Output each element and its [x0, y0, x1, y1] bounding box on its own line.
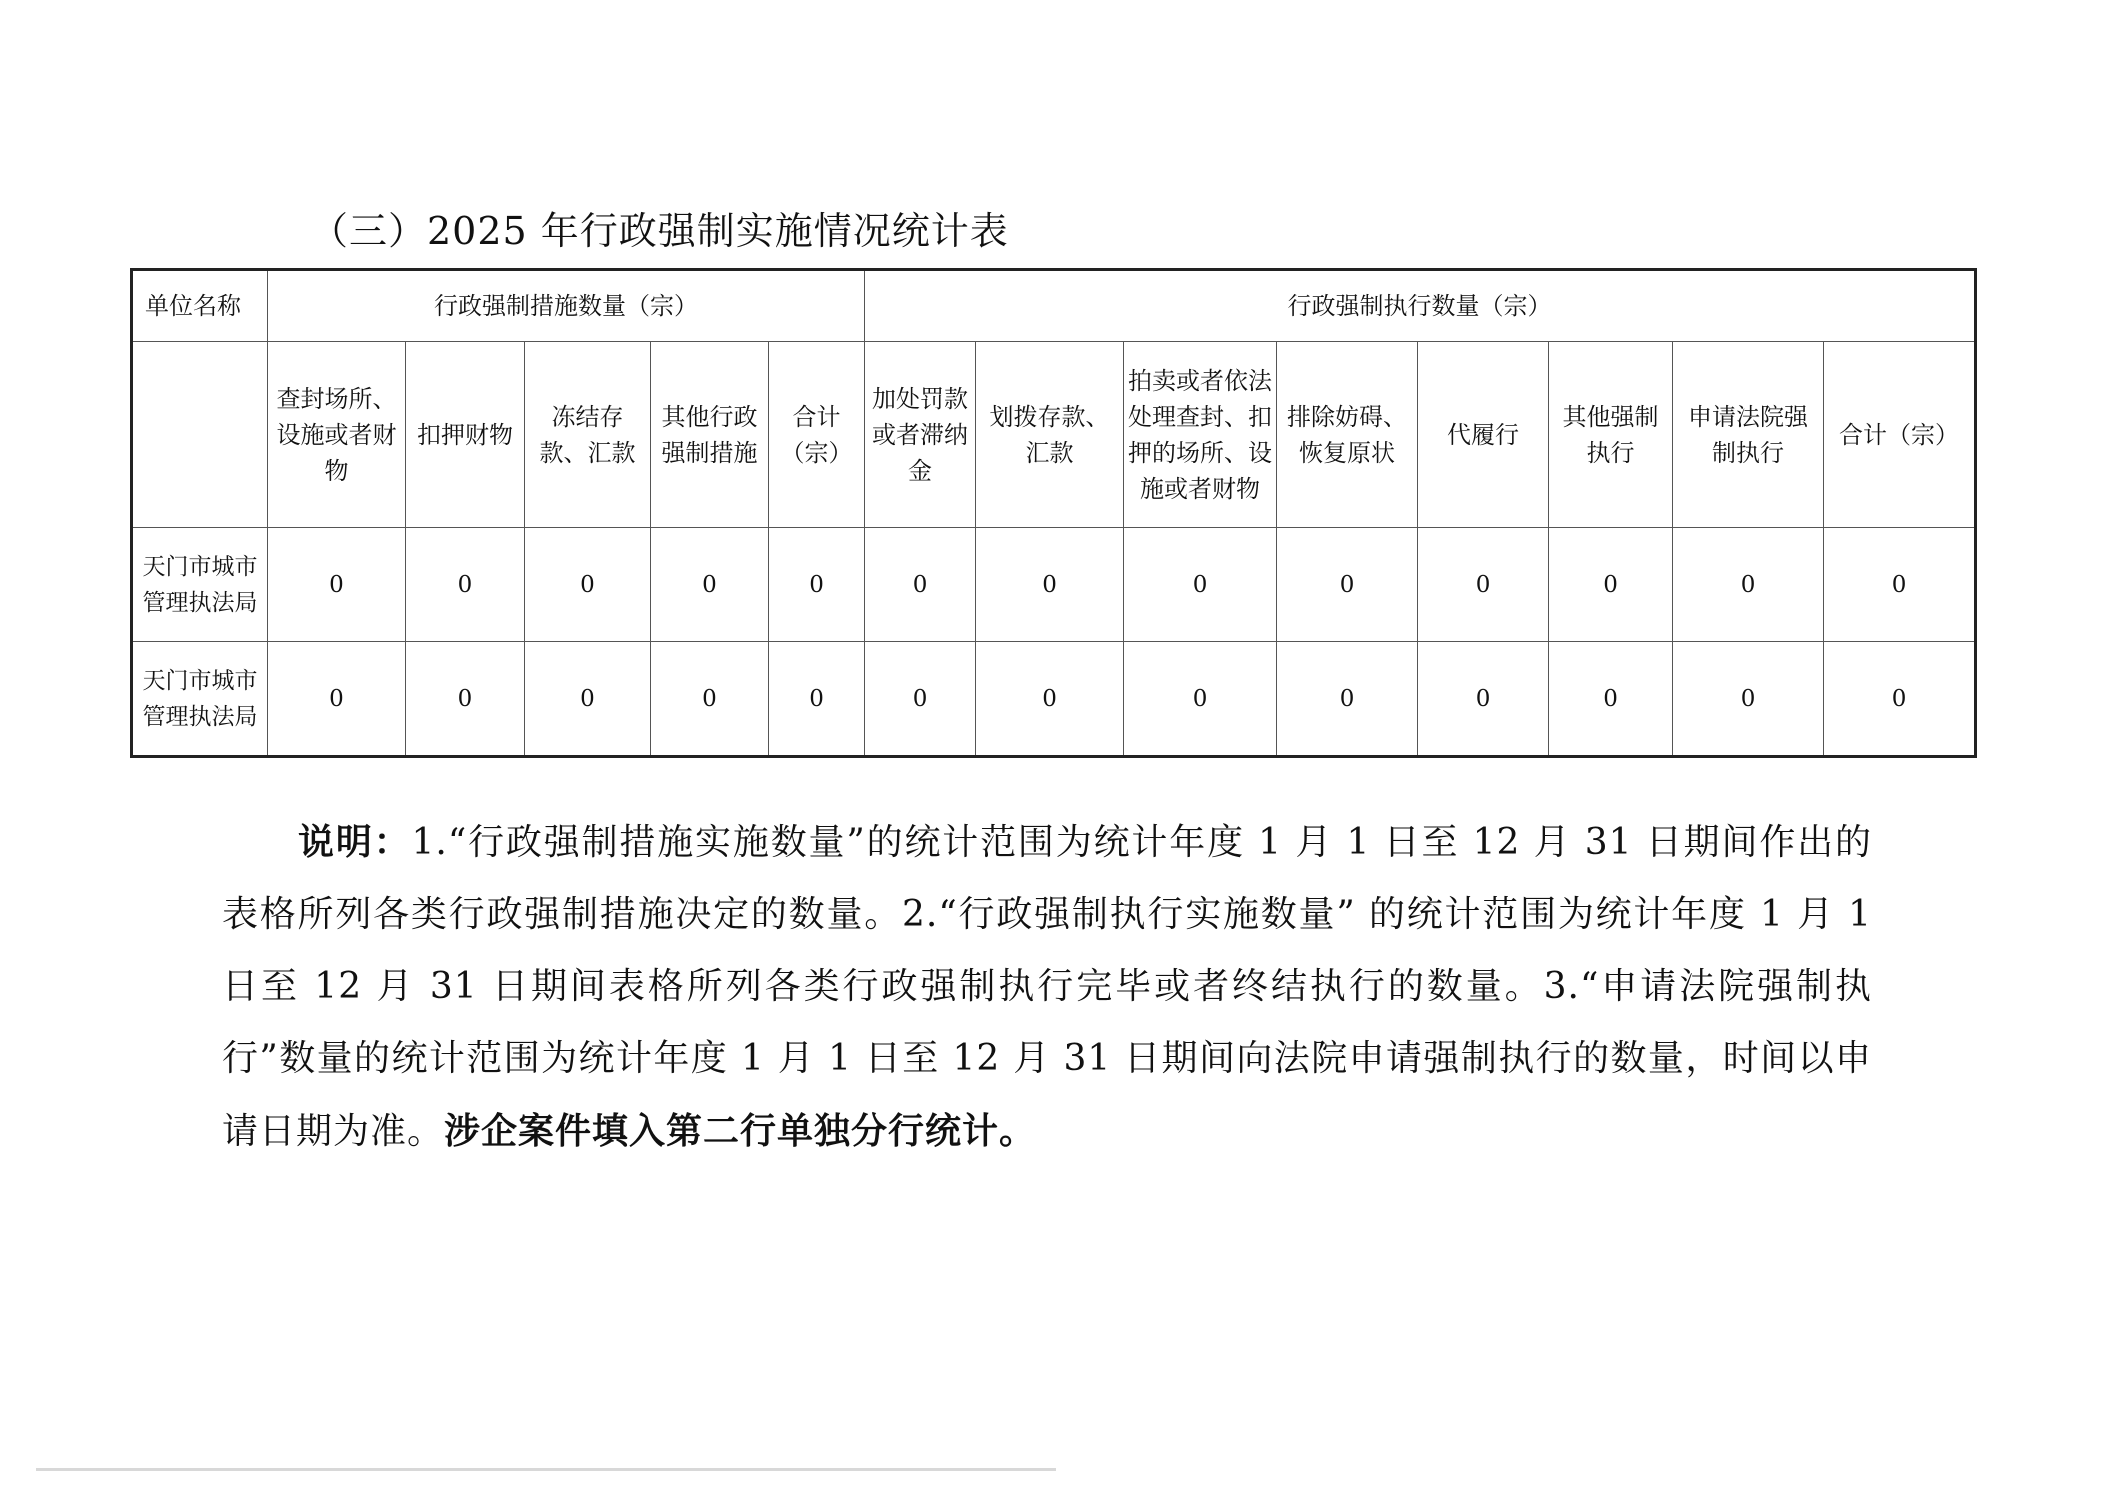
col-header-substitute-performance: 代履行 [1418, 342, 1549, 528]
col-header-freeze: 冻结存款、汇款 [525, 342, 651, 528]
col-header-transfer: 划拨存款、汇款 [976, 342, 1124, 528]
value-cell: 0 [1124, 528, 1277, 642]
value-cell: 0 [865, 528, 976, 642]
value-cell: 0 [1277, 642, 1418, 757]
page-bottom-divider [36, 1468, 1056, 1471]
explanation-note [222, 806, 1872, 1168]
col-header-court-execution: 申请法院强制执行 [1673, 342, 1824, 528]
value-cell: 0 [1824, 528, 1976, 642]
unit-name-cell: 天门市城市管理执法局 [132, 642, 268, 757]
value-cell: 0 [406, 528, 525, 642]
value-cell: 0 [651, 642, 769, 757]
value-cell: 0 [525, 528, 651, 642]
col-header-measures-total: 合计（宗） [769, 342, 865, 528]
col-header-fine: 加处罚款或者滞纳金 [865, 342, 976, 528]
value-cell: 0 [268, 528, 406, 642]
unit-name-blank-cell [132, 342, 268, 528]
value-cell: 0 [865, 642, 976, 757]
col-header-execution-total: 合计（宗） [1824, 342, 1976, 528]
unit-name-header: 单位名称 [132, 270, 268, 342]
value-cell: 0 [525, 642, 651, 757]
value-cell: 0 [769, 642, 865, 757]
col-header-seize: 扣押财物 [406, 342, 525, 528]
table-row [132, 642, 1976, 757]
statistics-table [130, 268, 1977, 758]
value-cell: 0 [406, 642, 525, 757]
value-cell: 0 [268, 642, 406, 757]
note-label: 说明： [298, 821, 412, 863]
col-header-other-execution: 其他强制执行 [1549, 342, 1673, 528]
value-cell: 0 [1418, 528, 1549, 642]
table-sub-header-row [132, 342, 1976, 528]
execution-group-header: 行政强制执行数量（宗） [865, 270, 1976, 342]
table-group-header-row [132, 270, 1976, 342]
measures-group-header: 行政强制措施数量（宗） [268, 270, 865, 342]
value-cell: 0 [651, 528, 769, 642]
value-cell: 0 [1124, 642, 1277, 757]
value-cell: 0 [769, 528, 865, 642]
table-row [132, 528, 1976, 642]
value-cell: 0 [976, 642, 1124, 757]
value-cell: 0 [1549, 528, 1673, 642]
note-emphasis: 涉企案件填入第二行单独分行统计。 [444, 1110, 1037, 1152]
value-cell: 0 [1824, 642, 1976, 757]
col-header-remove-obstruction: 排除妨碍、恢复原状 [1277, 342, 1418, 528]
value-cell: 0 [1673, 528, 1824, 642]
value-cell: 0 [1549, 642, 1673, 757]
col-header-auction: 拍卖或者依法处理查封、扣押的场所、设施或者财物 [1124, 342, 1277, 528]
col-header-other-measures: 其他行政强制措施 [651, 342, 769, 528]
value-cell: 0 [1277, 528, 1418, 642]
value-cell: 0 [1418, 642, 1549, 757]
page-title: （三）2025 年行政强制实施情况统计表 [310, 209, 1009, 253]
note-body: 1.“行政强制措施实施数量”的统计范围为统计年度 1 月 1 日至 12 月 31 日期间作出的表格所列各类行政强制措施决定的数量。2.“行政强制执行实施数量” 的统计范围为统计年度 1 月 1 日至 12 月 31 日期间表格所列各类行政强制执行完毕或者终结执行的数量。3.“申请法院强制执行”数量的统计范围为统计年度 1 月 1 日至 12 月 31 日期间向法院申请强制执行的数量，时间以申请日期为准。 [222, 822, 1872, 1152]
value-cell: 0 [1673, 642, 1824, 757]
value-cell: 0 [976, 528, 1124, 642]
unit-name-cell: 天门市城市管理执法局 [132, 528, 268, 642]
col-header-seal: 查封场所、设施或者财物 [268, 342, 406, 528]
